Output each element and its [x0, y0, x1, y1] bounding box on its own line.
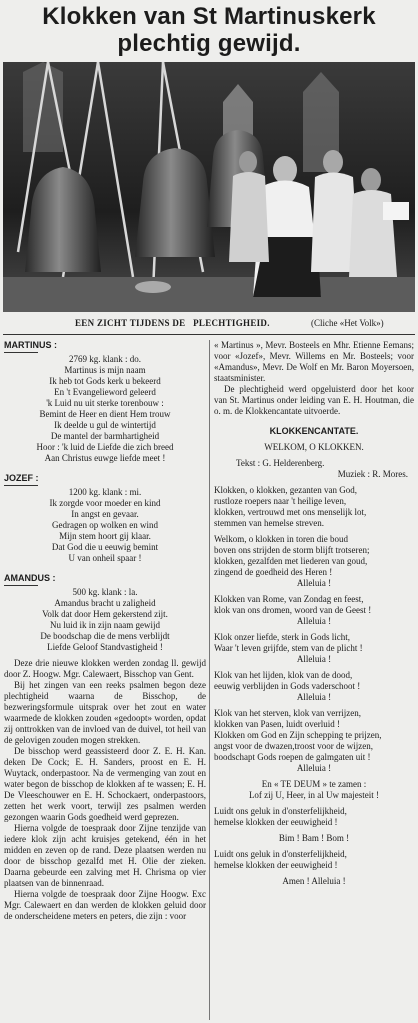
- verse-line: rustloze roepers naar 't heilige leven,: [214, 496, 347, 506]
- stanza-line: De boodschap die de mens verblijdt: [40, 631, 170, 641]
- stanza-line: Liefde Geloof Standvastigheid !: [47, 642, 163, 652]
- alleluia: Alleluia !: [296, 763, 332, 773]
- right-column: [214, 340, 414, 887]
- verse-line: boven ons strijden de storm blijft trotseren;: [214, 545, 370, 555]
- refrain-line: hemelse klokken der eeuwigheid !: [214, 817, 338, 827]
- stanza-line: Ik deelde u gul de wintertijd: [54, 420, 156, 430]
- stanza-line: Ik zorgde voor moeder en kind: [49, 498, 161, 508]
- cantate-credits-2: [214, 469, 414, 480]
- verse-line: Klok van het sterven, klok van verrijzen,: [214, 708, 361, 718]
- cantate-title: KLOKKENCANTATE.: [269, 426, 359, 436]
- verse-line: Welkom, o klokken in toren die boud: [214, 534, 349, 544]
- jozef-stanza: [4, 487, 206, 564]
- te-deum-line: Lof zij U, Heer, in al Uw majesteit !: [248, 790, 380, 800]
- title-underline: [4, 585, 38, 586]
- verse-line: Klok onzer liefde, sterk in Gods licht,: [214, 632, 350, 642]
- amandus-stanza: [4, 587, 206, 653]
- refrain-line: Luidt ons geluk in d'onsterfelijkheid,: [214, 806, 347, 816]
- stanza-line: Hoor : 'k luid de Liefde die zich breed: [36, 442, 174, 452]
- article-paragraph: « Martinus », Mevr. Bosteels en Mhr. Etienne Eemans; voor «Jozef», Mevr. Willems en Mr. Bosteels; voor «Amandus», Mevr. De Wolf en Mr. Baron Moyersoen, staatsminister.: [214, 340, 414, 383]
- cantate-verse: [214, 632, 414, 665]
- verse-line: angst voor de dwazen,troost voor de wijzen,: [214, 741, 373, 751]
- caption-text: EEN ZICHT TIJDENS DE PLECHTIGHEID.: [75, 318, 270, 328]
- cantate-credits: [214, 458, 414, 469]
- refrain: [214, 806, 414, 828]
- stanza-line: 2769 kg. klank : do.: [69, 354, 141, 364]
- verse-line: klokken van Pasen, luidt overluid !: [214, 719, 340, 729]
- stanza-line: Nu luid ik in zijn naam gewijd: [50, 620, 160, 630]
- cantate-verse: [214, 708, 414, 774]
- stanza-line: Martinus is mijn naam: [64, 365, 146, 375]
- section-rule: [3, 334, 415, 335]
- headline-line-2: plechtig gewijd.: [117, 30, 301, 57]
- verse-line: Klokken om God en Zijn schepping te prijzen,: [214, 730, 382, 740]
- stanza-line: Aan Christus euwge liefde meet !: [44, 453, 166, 463]
- stanza-line: De mantel der barmhartigheid: [50, 431, 160, 441]
- article-paragraph: Hierna volgde de toespraak door Zijne Hoogw. Exc Mgr. Calewaert en dan werden de klokken geluid door de onderscheidene meters en peters, die zijn : voor: [4, 889, 206, 921]
- welkom-heading: WELKOM, O KLOKKEN.: [264, 442, 364, 452]
- stanza-line: Mijn stem hoort gij klaar.: [59, 531, 151, 541]
- stanza-line: Bemint de Heer en dient Hem trouw: [39, 409, 171, 419]
- stanza-line: U van onheil spaar !: [68, 553, 142, 563]
- cantate-verse: [214, 594, 414, 627]
- refrain: [214, 849, 414, 871]
- te-deum: [214, 779, 414, 801]
- stanza-line: 'k Luid nu uit sterke torenbouw :: [46, 398, 164, 408]
- stanza-line: Volk dat door Hem gekerstend zijt.: [42, 609, 168, 619]
- amen-line: Amen ! Alleluia !: [282, 876, 346, 886]
- stanza-line: Ik heb tot Gods kerk u bekeerd: [49, 376, 161, 386]
- stanza-line: 500 kg. klank : la.: [72, 587, 138, 597]
- article-paragraph: De bisschop werd geassisteerd door Z. E. H. Kan. deken De Cock; E. H. Sanders, proost en E. H. Wuytack, onderpastoor. Na de vermenging van zout en water begon de bisschop de klokken af te wassen; E. H. De Vleeschouwer en E. H. Schockaert, onderpastoors, zetten het werk voort, terwijl zes psalmen werden gezongen waarin Gods goedheid werd geprezen.: [4, 746, 206, 822]
- verse-line: Klok van het lijden, klok van de dood,: [214, 670, 353, 680]
- te-deum-line: En « TE DEUM » te zamen :: [261, 779, 367, 789]
- headline-line-1: Klokken van St Martinuskerk: [42, 3, 376, 30]
- cantate-verse: [214, 670, 414, 703]
- verse-line: eeuwig verblijden in Gods vaderschoot !: [214, 681, 361, 691]
- refrain-line: hemelse klokken der eeuwigheid !: [214, 860, 338, 870]
- alleluia: Alleluia !: [296, 616, 332, 626]
- stanza-line: In angst en gevaar.: [71, 509, 139, 519]
- tekst-credit: Tekst : G. Helderenberg.: [236, 458, 325, 468]
- stanza-line: En 't Evangelieword geleerd: [54, 387, 156, 397]
- caption-credit: (Cliche «Het Volk»): [311, 318, 384, 328]
- ceremony-photo: [3, 62, 415, 312]
- title-underline: [4, 352, 38, 353]
- article-paragraph: Hierna volgde de toespraak door Zijne tenzijde van iedere klok zijn acht kruisjes getekend, één in het midden en zeven op de rand. Deze plaatsen werden nu door de bisschop gezalfd met H. Olie der zieken. Daarna gebeurde een zalving met H. Chrisma op vier plaatsen van de binnenraad.: [4, 823, 206, 888]
- verse-line: klokken, gezalfden met liederen van goud,: [214, 556, 368, 566]
- verse-line: Klokken, o klokken, gezanten van God,: [214, 485, 357, 495]
- muziek-credit: Muziek : R. Mores.: [337, 469, 408, 479]
- column-divider: [209, 340, 210, 1020]
- alleluia: Alleluia !: [296, 578, 332, 588]
- verse-line: stemmen van hemelse streven.: [214, 518, 324, 528]
- title-underline: [4, 485, 38, 486]
- alleluia: Alleluia !: [296, 654, 332, 664]
- stanza-line: Amandus bracht u zaligheid: [54, 598, 156, 608]
- verse-line: zingend de goedheid des Heren !: [214, 567, 333, 577]
- stanza-line: Dat God die u eeuwig bemint: [51, 542, 159, 552]
- article-paragraph: De plechtigheid werd opgeluisterd door het koor van St. Martinus onder leiding van E. H. Houtman, die o. m. de Klokkencantate uitvoerde.: [214, 384, 414, 416]
- cantate-verse: [214, 485, 414, 529]
- jozef-title: JOZEF :: [4, 473, 39, 483]
- verse-line: Klokken van Rome, van Zondag en feest,: [214, 594, 364, 604]
- refrain-line: Luidt ons geluk in d'onsterfelijkheid,: [214, 849, 347, 859]
- article-paragraph: Bij het zingen van een reeks psalmen begon deze plechtigheid waarna de Bisschop, de bezweringsformule uitsprak over het zout en water waarmede de klokken zouden «gedoopt» worden, opdat zij onttrokken van de invloed van de duivel, tot heil van de gelovigen zouden mogen strekken.: [4, 680, 206, 745]
- stanza-line: Gedragen op wolken en wind: [52, 520, 158, 530]
- martinus-stanza: [4, 354, 206, 464]
- amandus-title: AMANDUS :: [4, 573, 56, 583]
- martinus-title: MARTINUS :: [4, 340, 57, 350]
- article-paragraph: Deze drie nieuwe klokken werden zondag ll. gewijd door Z. Hoogw. Mgr. Calewaert, Bisschop van Gent.: [4, 658, 206, 679]
- stanza-line: 1200 kg. klank : mi.: [68, 487, 142, 497]
- verse-line: Waar 't leven grijfde, stem van de plicht !: [214, 643, 363, 653]
- verse-line: klokken, vertrouwd met ons menselijk lot,: [214, 507, 367, 517]
- bim-bam-bom: Bim ! Bam ! Bom !: [278, 833, 350, 843]
- verse-line: boodschapt Gods roepen de galmgaten uit !: [214, 752, 371, 762]
- verse-line: klok van ons dromen, woord van de Geest !: [214, 605, 372, 615]
- left-column: [4, 340, 206, 922]
- cantate-verse: [214, 534, 414, 589]
- headline: [0, 0, 418, 57]
- alleluia: Alleluia !: [296, 692, 332, 702]
